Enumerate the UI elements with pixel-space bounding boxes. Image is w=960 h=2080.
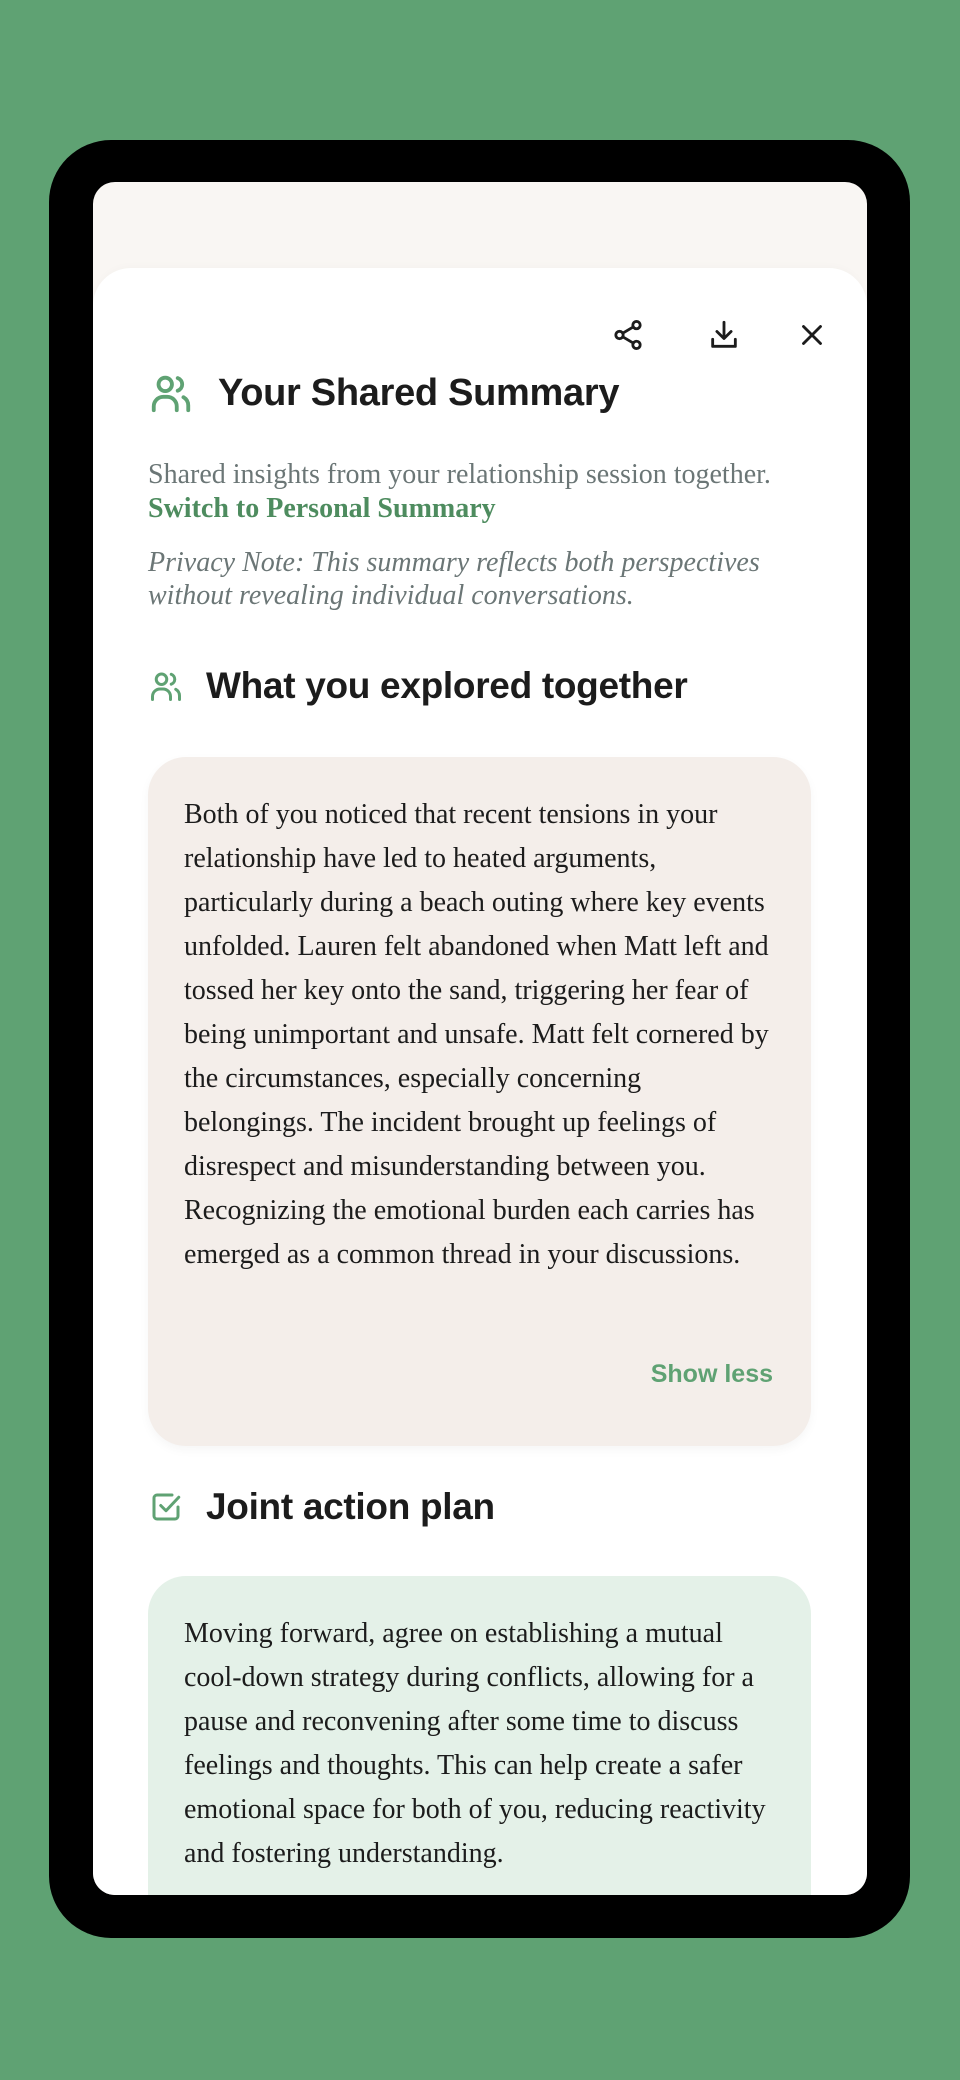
switch-to-personal-summary-link[interactable]: Switch to Personal Summary: [148, 493, 496, 524]
joint-action-plan-card: [148, 1576, 811, 1895]
users-icon: [148, 370, 194, 416]
explored-together-text: Both of you noticed that recent tensions in your relationship have led to heated arguments, particularly during a beach outing where key events unfolded. Lauren felt abandoned when Matt left and tossed her key onto the sand, triggering her fear of being unimportant and unsafe. Matt felt cornered by the circumstances, especially concerning belongings. The incident brought up feelings of disrespect and misunderstanding between you. Recognizing the emotional burden each carries has emerged as a common thread in your discussions.: [184, 799, 769, 1270]
joint-action-plan-text: Moving forward, agree on establishing a mutual cool-down strategy during conflicts, allowing for a pause and reconvening after some time to discuss feelings and thoughts. This can help create a safer emotional space for both of you, reducing reactivity and fostering understanding.: [184, 1618, 766, 1869]
privacy-note: Privacy Note: This summary reflects both perspectives without revealing individual conversations.: [148, 547, 760, 611]
section-title: Joint action plan: [206, 1486, 495, 1527]
download-button[interactable]: [699, 310, 749, 360]
subtitle-text: Shared insights from your relationship session together.: [148, 459, 771, 490]
users-icon: [148, 668, 184, 704]
section-header-explored: [148, 665, 687, 707]
explored-together-card: [148, 757, 811, 1446]
section-header-action-plan: [148, 1486, 495, 1528]
show-less-button[interactable]: Show less: [650, 1360, 773, 1388]
summary-sheet: [93, 268, 867, 1895]
device-frame: [49, 140, 910, 1938]
share-button[interactable]: [603, 310, 653, 360]
close-icon: [795, 318, 829, 352]
screen: [93, 182, 867, 1895]
page-header: [148, 370, 619, 416]
section-title: What you explored together: [206, 665, 688, 706]
sheet-toolbar: [93, 310, 867, 360]
download-icon: [707, 318, 741, 352]
page-title: Your Shared Summary: [218, 371, 620, 414]
close-button[interactable]: [787, 310, 837, 360]
checkbox-icon: [148, 1489, 184, 1525]
page-subtitle: [148, 458, 838, 526]
share-icon: [611, 318, 645, 352]
